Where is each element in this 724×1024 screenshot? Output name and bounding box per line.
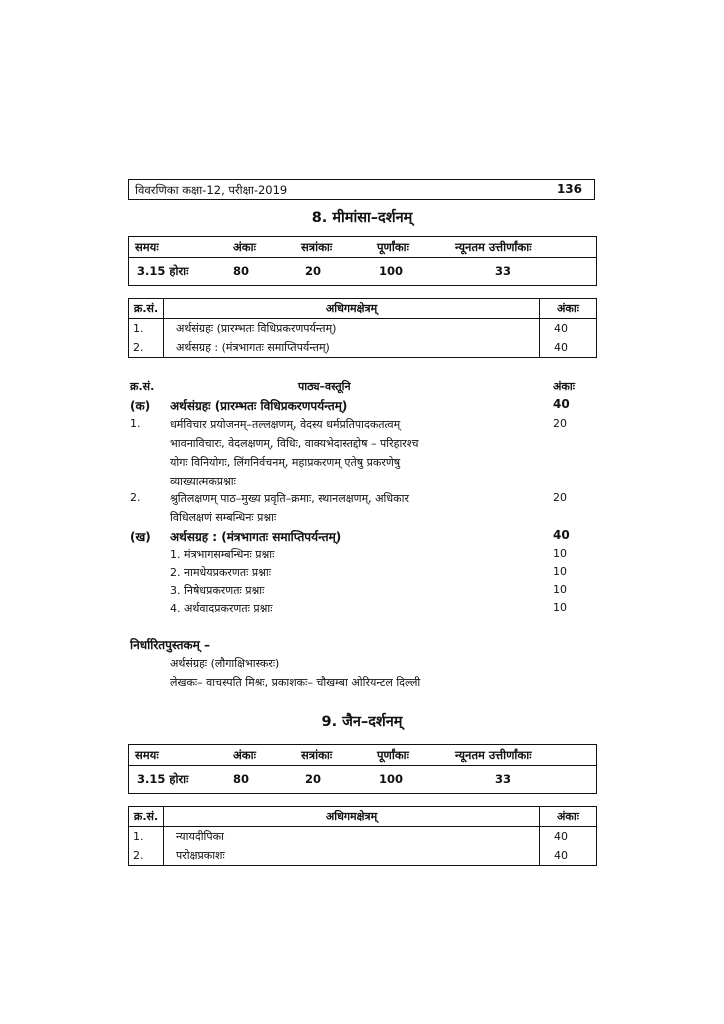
item-text-line: भावनाविचारः, वेदलक्षणम्, विधिः, वाक्यभेदास्तद्दोष – परिहारश्च (170, 437, 419, 450)
schedule-label: समयः (135, 748, 159, 762)
row-marks: 40 (540, 846, 597, 866)
content-header-marks: अंकाः (553, 380, 575, 393)
header-title: विवरणिका कक्षा-12, परीक्षा-2019 (135, 183, 288, 197)
schedule-value: 33 (495, 264, 512, 278)
col-header-serial: क्र.सं. (129, 299, 164, 319)
page-header (128, 179, 595, 200)
col-header-marks: अंकाः (540, 299, 597, 319)
row-area: अर्थसंग्रहः (प्रारम्भतः विधिप्रकरणपर्यन्तम्) (164, 319, 540, 339)
table-row (129, 846, 597, 866)
row-serial: 2. (129, 846, 164, 866)
item-marks: 20 (553, 417, 567, 430)
part-title: अर्थसंग्रहः (प्रारम्भतः विधिप्रकरणपर्यन्तम्) (170, 399, 348, 413)
row-serial: 1. (129, 319, 164, 339)
schedule-value: 3.15 होराः (137, 264, 189, 278)
col-header-marks: अंकाः (540, 807, 597, 827)
row-marks: 40 (540, 319, 597, 339)
item-text-line: विधिलक्षणं सम्बन्धिनः प्रश्नाः (170, 511, 277, 524)
row-marks: 40 (540, 827, 597, 847)
row-area: अर्थसग्रह : (मंत्रभागतः समाप्तिपर्यन्तम्) (164, 338, 540, 358)
item-marks: 10 (553, 565, 567, 578)
row-area: परोक्षप्रकाशः (164, 846, 540, 866)
item-number: 1. (130, 417, 141, 430)
item-text-line: धर्मविचार प्रयोजनम्–तल्लक्षणम्, वेदस्य धर्मप्रतिपादकतत्वम् (170, 418, 401, 431)
table-header-row (129, 807, 597, 827)
exam-schedule-box (128, 744, 597, 794)
schedule-value: 33 (495, 772, 512, 786)
col-header-area: अधिगमक्षेत्रम् (164, 299, 540, 319)
part-label: (क) (130, 399, 151, 413)
row-serial: 2. (129, 338, 164, 358)
schedule-label: पूर्णांकाः (377, 240, 409, 254)
col-header-serial: क्र.सं. (129, 807, 164, 827)
section-title: 9. जैन–दर्शनम् (321, 714, 403, 730)
schedule-value: 80 (233, 772, 250, 786)
schedule-value: 100 (379, 264, 404, 278)
list-item: 2. नामधेयप्रकरणतः प्रश्नाः (170, 566, 271, 579)
book-title: अर्थसंग्रहः (लौगाक्षिभास्करः) (170, 657, 280, 670)
list-item: 1. मंत्रभागसम्बन्धिनः प्रश्नाः (170, 548, 275, 561)
item-text-line: योगः विनियोगः, लिंगनिर्वचनम्, महाप्रकरणम् एतेषु प्रकरणेषु (170, 456, 401, 469)
part-marks: 40 (553, 528, 570, 542)
schedule-label: न्यूनतम उत्तीर्णांकाः (455, 240, 532, 254)
prescribed-book-heading: निर्धारितपुस्तकम् – (130, 638, 211, 652)
schedule-value: 100 (379, 772, 404, 786)
book-author-publisher: लेखकः– वाचस्पति मिश्रः, प्रकाशकः– चौखम्बा ओरियन्टल दिल्ली (170, 676, 421, 689)
schedule-label: पूर्णांकाः (377, 748, 409, 762)
item-marks: 10 (553, 601, 567, 614)
list-item: 3. निषेधप्रकरणतः प्रश्नाः (170, 584, 265, 597)
schedule-label-row (129, 237, 596, 258)
schedule-label: न्यूनतम उत्तीर्णांकाः (455, 748, 532, 762)
item-marks: 10 (553, 547, 567, 560)
schedule-label-row (129, 745, 596, 766)
col-header-area: अधिगमक्षेत्रम् (164, 807, 540, 827)
schedule-label: सत्रांकाः (301, 240, 333, 254)
content-header-title: पाठ्य–वस्तूनि (298, 380, 351, 393)
schedule-label: समयः (135, 240, 159, 254)
table-header-row (129, 299, 597, 319)
item-text-line: श्रुतिलक्षणम् पाठ–मुख्य प्रवृति–क्रमाः, स्थानलक्षणम्, अधिकार (170, 492, 409, 505)
exam-schedule-box (128, 236, 597, 286)
list-item: 4. अर्थवादप्रकरणतः प्रश्नाः (170, 602, 273, 615)
schedule-label: अंकाः (233, 748, 256, 762)
item-number: 2. (130, 491, 141, 504)
learning-area-table (128, 806, 597, 866)
schedule-value: 20 (305, 772, 322, 786)
row-serial: 1. (129, 827, 164, 847)
item-text-line: व्याख्यात्मकप्रश्नाः (170, 475, 236, 488)
table-row (129, 319, 597, 339)
table-row (129, 338, 597, 358)
part-label: (ख) (130, 530, 151, 544)
schedule-label: अंकाः (233, 240, 256, 254)
content-header-serial: क्र.सं. (130, 380, 155, 393)
item-marks: 10 (553, 583, 567, 596)
page-number: 136 (556, 182, 582, 196)
schedule-label: सत्रांकाः (301, 748, 333, 762)
row-area: न्यायदीपिका (164, 827, 540, 847)
row-marks: 40 (540, 338, 597, 358)
part-title: अर्थसग्रह : (मंत्रभागतः समाप्तिपर्यन्तम्) (170, 530, 342, 544)
section-title: 8. मीमांसा–दर्शनम् (311, 210, 413, 226)
schedule-value: 20 (305, 264, 322, 278)
schedule-value: 80 (233, 264, 250, 278)
part-marks: 40 (553, 397, 570, 411)
learning-area-table (128, 298, 597, 358)
item-marks: 20 (553, 491, 567, 504)
table-row (129, 827, 597, 847)
schedule-value: 3.15 होराः (137, 772, 189, 786)
